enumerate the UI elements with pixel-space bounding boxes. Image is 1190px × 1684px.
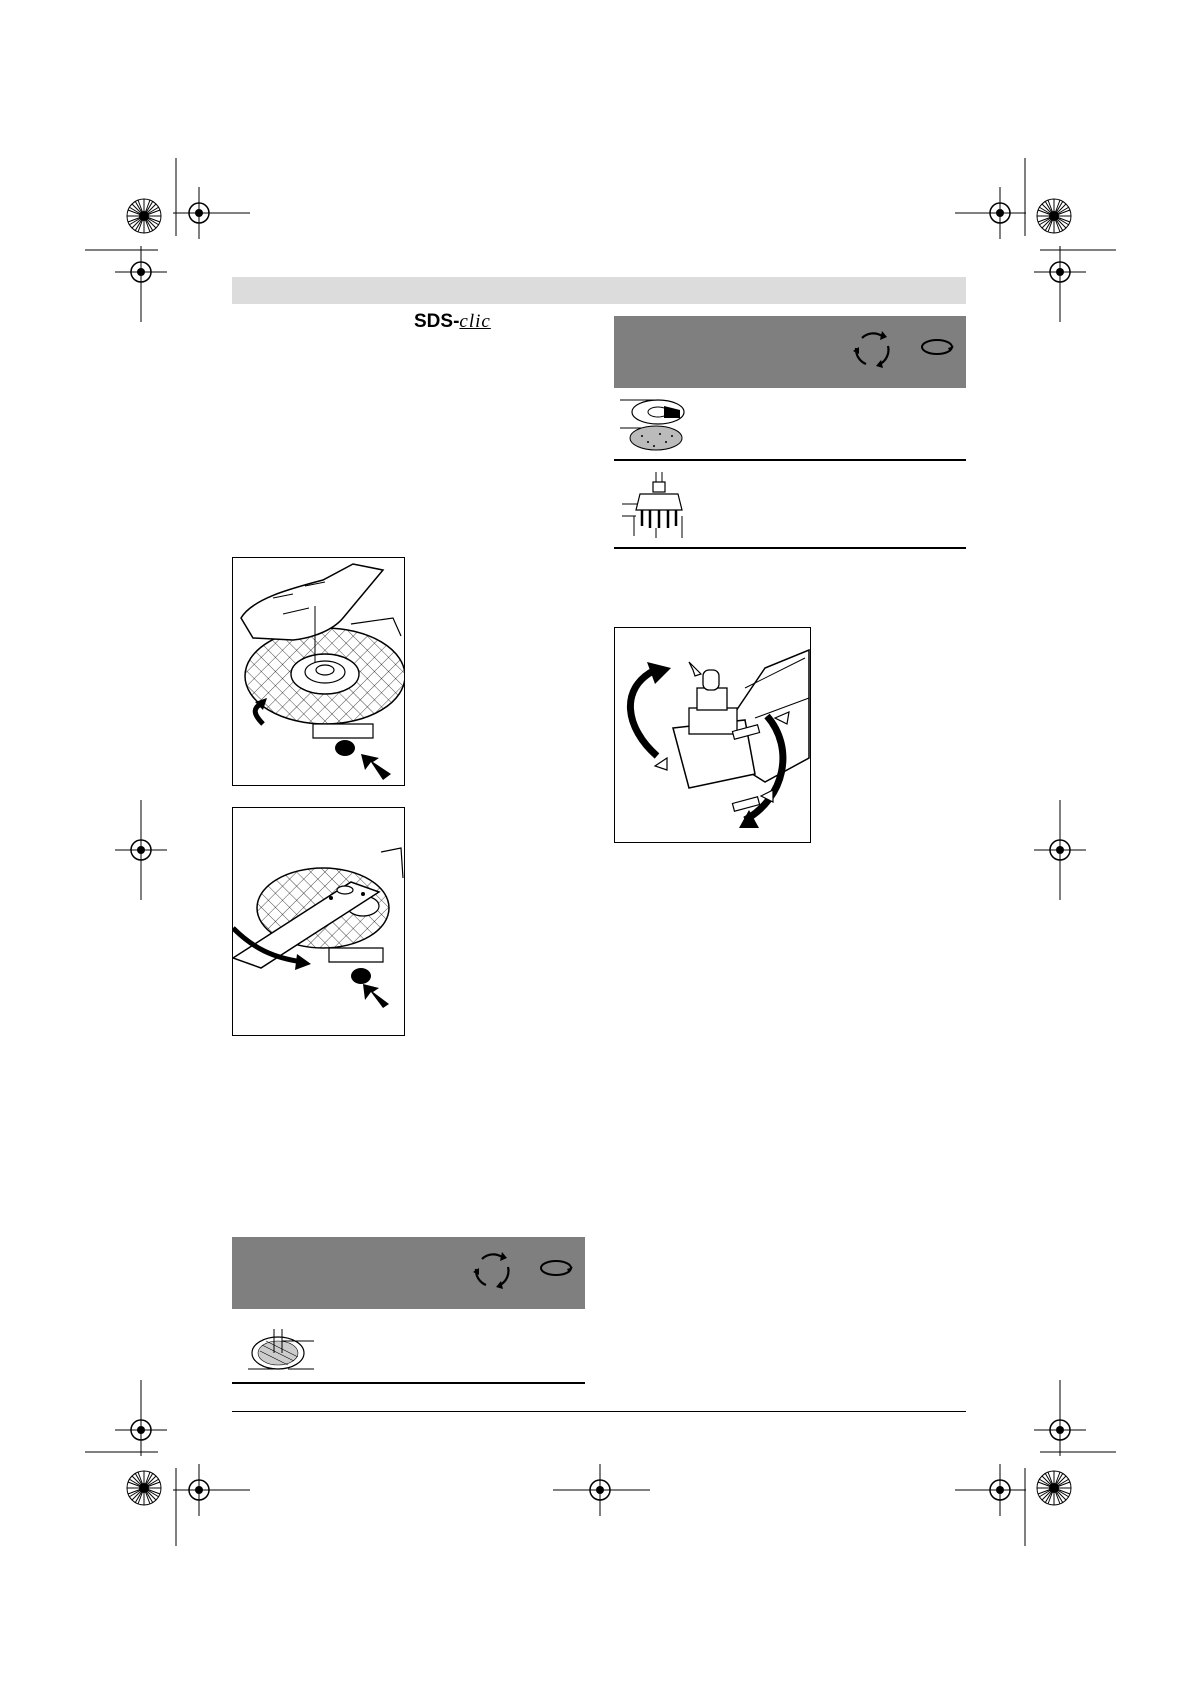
recycle-icon [468,1245,516,1293]
sds-clic-logo [414,311,491,333]
footer-rule [232,1411,966,1412]
header-bar [232,277,966,304]
figure-disc-hand [232,557,405,786]
disc-hand-illustration [233,558,404,785]
cutting-disc-icon [248,1327,330,1375]
rotation-ring-icon [919,336,955,358]
table-bottom-rule [614,547,966,549]
table-header-right [614,316,966,388]
cutting-disc-row [232,1309,585,1382]
logo-prefix: SDS- [414,311,460,332]
grinding-disc-row [614,388,966,459]
figure-disc-spanner [232,807,405,1036]
table-header-left [232,1237,585,1309]
rotation-ring-icon [538,1257,574,1279]
recycle-icon [848,324,896,372]
wire-cup-brush-icon [620,470,690,540]
disc-spanner-illustration [233,808,404,1035]
grinding-disc-icon [618,392,688,454]
table-bottom-rule-left [232,1382,585,1384]
logo-suffix: clic [459,311,491,332]
wire-brush-row [614,460,966,547]
figure-gear-head-rotation [614,627,811,843]
gear-head-illustration [615,628,810,842]
